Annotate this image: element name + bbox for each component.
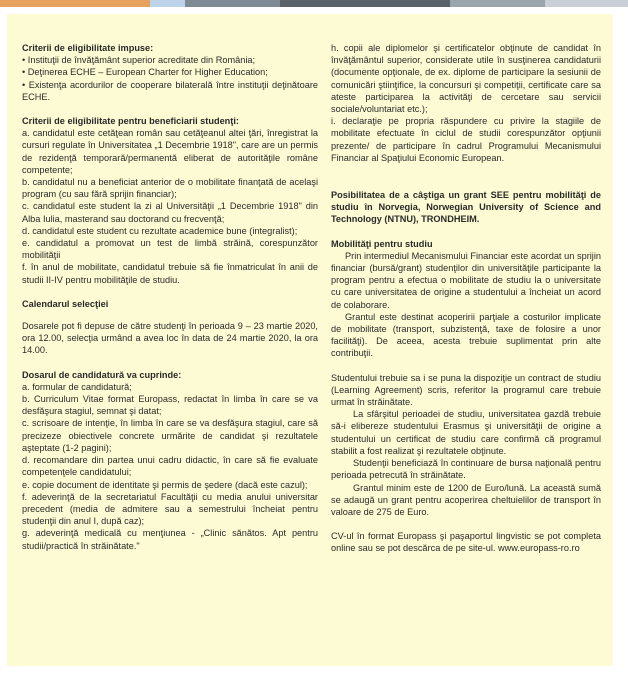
list-item: d. candidatul este student cu rezultate academice bune (integralist); bbox=[22, 225, 298, 236]
left-column bbox=[22, 42, 318, 552]
right-column bbox=[331, 42, 601, 555]
student-criteria-heading: Criterii de eligibilitate pentru beneficiarii studenţi: bbox=[22, 116, 239, 127]
grant-heading: Posibilitatea de a câştiga un grant SEE pentru mobilităţi de studiu în Norvegia, Norwegian University of Science and Technology (NTNU), TRONDHEIM. bbox=[331, 190, 601, 225]
list-item: g. adeverinţă medicală cu menţiunea - „Clinic sănătos. Apt pentru studii/practică în străinătate." bbox=[22, 528, 318, 551]
list-item: i. declaraţie pe propria răspundere cu privire la stagiile de mobilitate efectuate în ciclul de studii corespunzător opţiunii prezente/ de participare în cadrul Programului Mecanismului Financiar al Spaţiului Economic European. bbox=[331, 116, 601, 163]
top-bar-segment bbox=[185, 0, 280, 7]
top-bar-segment bbox=[450, 0, 545, 7]
list-item: a. formular de candidatură; bbox=[22, 381, 132, 392]
mobility-paragraph: Grantul este destinat acoperirii parţiale a costurilor implicate de mobilitate (transport, subzistenţă, taxe de folosire a unor facilităţi). De aceea, acesta trebuie suplimentat prin alte contribuţii. bbox=[331, 311, 601, 359]
europass-text: CV-ul în format Europass şi paşaportul lingvistic se pot completa online sau se pot descărca de pe site-ul. www.europass-ro.ro bbox=[331, 531, 601, 554]
national-grant-text: Studenţii beneficiază în continuare de bursa naţională pentru perioada petrecută în străinătate. bbox=[331, 458, 601, 481]
list-item: b. candidatul nu a beneficiat anterior de o mobilitate finanţată de acelaşi program (cu sau fără sprijin financiar); bbox=[22, 177, 318, 200]
list-item: b. Curriculum Vitae format Europass, redactat în limba în care se va desfăşura stagiul, semnat şi datat; bbox=[22, 394, 318, 417]
calendar-text: Dosarele pot fi depuse de către studenţi în perioada 9 – 23 martie 2020, ora 12.00, selecţia urmând a avea loc în data de 24 martie 2020, la ora 14.00. bbox=[22, 321, 318, 356]
list-item: d. recomandare din partea unui cadru didactic, în care să fie evaluate competenţele candidatului; bbox=[22, 455, 318, 478]
list-item: c. scrisoare de intenţie, în limba în care se va desfăşura stagiul, care să precizeze obiectivele concrete urmărite de candidat şi rezultatele aşteptate (1-2 pagini); bbox=[22, 418, 318, 453]
learning-agreement-text: Studentului trebuie sa i se puna la dispoziţie un contract de studiu (Learning Agreement) scris, referitor la programul care trebuie urmat în străinătate. bbox=[331, 372, 601, 408]
top-bar-segment bbox=[150, 0, 185, 7]
list-item: c. candidatul este student la zi al Universităţii „1 Decembrie 1918" din Alba Iulia, masterand sau doctorand cu frecvenţă; bbox=[22, 201, 318, 224]
list-item: e. candidatul a promovat un test de limbă străină, corespunzător mobilităţii bbox=[22, 238, 318, 261]
dossier-heading: Dosarul de candidatură va cuprinde: bbox=[22, 369, 182, 380]
list-item: • Deţinerea ECHE – European Charter for Higher Education; bbox=[22, 66, 318, 78]
certificate-text: La sfârşitul perioadei de studiu, universitatea gazdă trebuie să-i elibereze studentului Erasmus şi universităţii de origine a studentului un certificat de studiu care confirmă că programul stabilit a fost realizat şi rezultatele obţinute. bbox=[331, 409, 601, 456]
grant-amount-text: Grantul minim este de 1200 de Euro/lună. La această sumă se adaugă un grant pentru acoperirea cheltuielilor de transport în valoare de 275 de Euro. bbox=[331, 482, 601, 517]
list-item: h. copii ale diplomelor şi certificatelor obţinute de candidat în învăţământul superior, considerate utile în susţinerea candidaturii (documente opţionale, de ex. diplome de participare la sesiunii de comunicări ştiinţifice, la concursuri şi competiţii, certificate care sa ateste participarea la activităţi de cercetare sau servicii sociale/voluntariat etc.); bbox=[331, 43, 601, 115]
top-bar-segment bbox=[0, 0, 150, 7]
top-bar-segment bbox=[545, 0, 628, 7]
leaflet-page bbox=[7, 14, 613, 666]
top-bar-segment bbox=[280, 0, 450, 7]
calendar-heading: Calendarul selecţiei bbox=[22, 298, 109, 309]
list-item: f. în anul de mobilitate, candidatul trebuie să fie înmatriculat în anii de studii II-IV pentru mobilităţile de studiu. bbox=[22, 262, 318, 285]
list-item: f. adeverinţă de la secretariatul Facultăţii cu media anului universitar precedent (media de admitere sau a semestrului încheiat pentru studenţii din anul I, după caz); bbox=[22, 491, 318, 527]
mobility-paragraph: Prin intermediul Mecanismului Financiar este acordat un sprijin financiar (bursă/grant) studenţilor din universităţile participante la program pentru a efectua o mobilitate de studiu la o universitate cu care universitatea de origine a studentului a încheiat un acord de colaborare. bbox=[331, 250, 601, 310]
list-item: • Instituţii de învăţământ superior acreditate din România; bbox=[22, 54, 318, 66]
list-item: e. copie document de identitate şi permis de şedere (dacă este cazul); bbox=[22, 479, 308, 490]
list-item: • Existenţa acordurilor de cooperare bilaterală între instituţii deţinătoare ECHE. bbox=[22, 79, 318, 103]
list-item: a. candidatul este cetăţean român sau cetăţeanul altei ţări, înregistrat la cursuri regulate în Universitatea „1 Decembrie 1918", care are un permis de rezidenţă temporară/permanentă eliberat de autorităţile române competente; bbox=[22, 128, 318, 175]
institution-criteria-heading: Criterii de eligibilitate impuse: bbox=[22, 43, 154, 53]
top-color-bar bbox=[0, 0, 628, 7]
mobility-heading: Mobilităţi pentru studiu bbox=[331, 238, 433, 249]
